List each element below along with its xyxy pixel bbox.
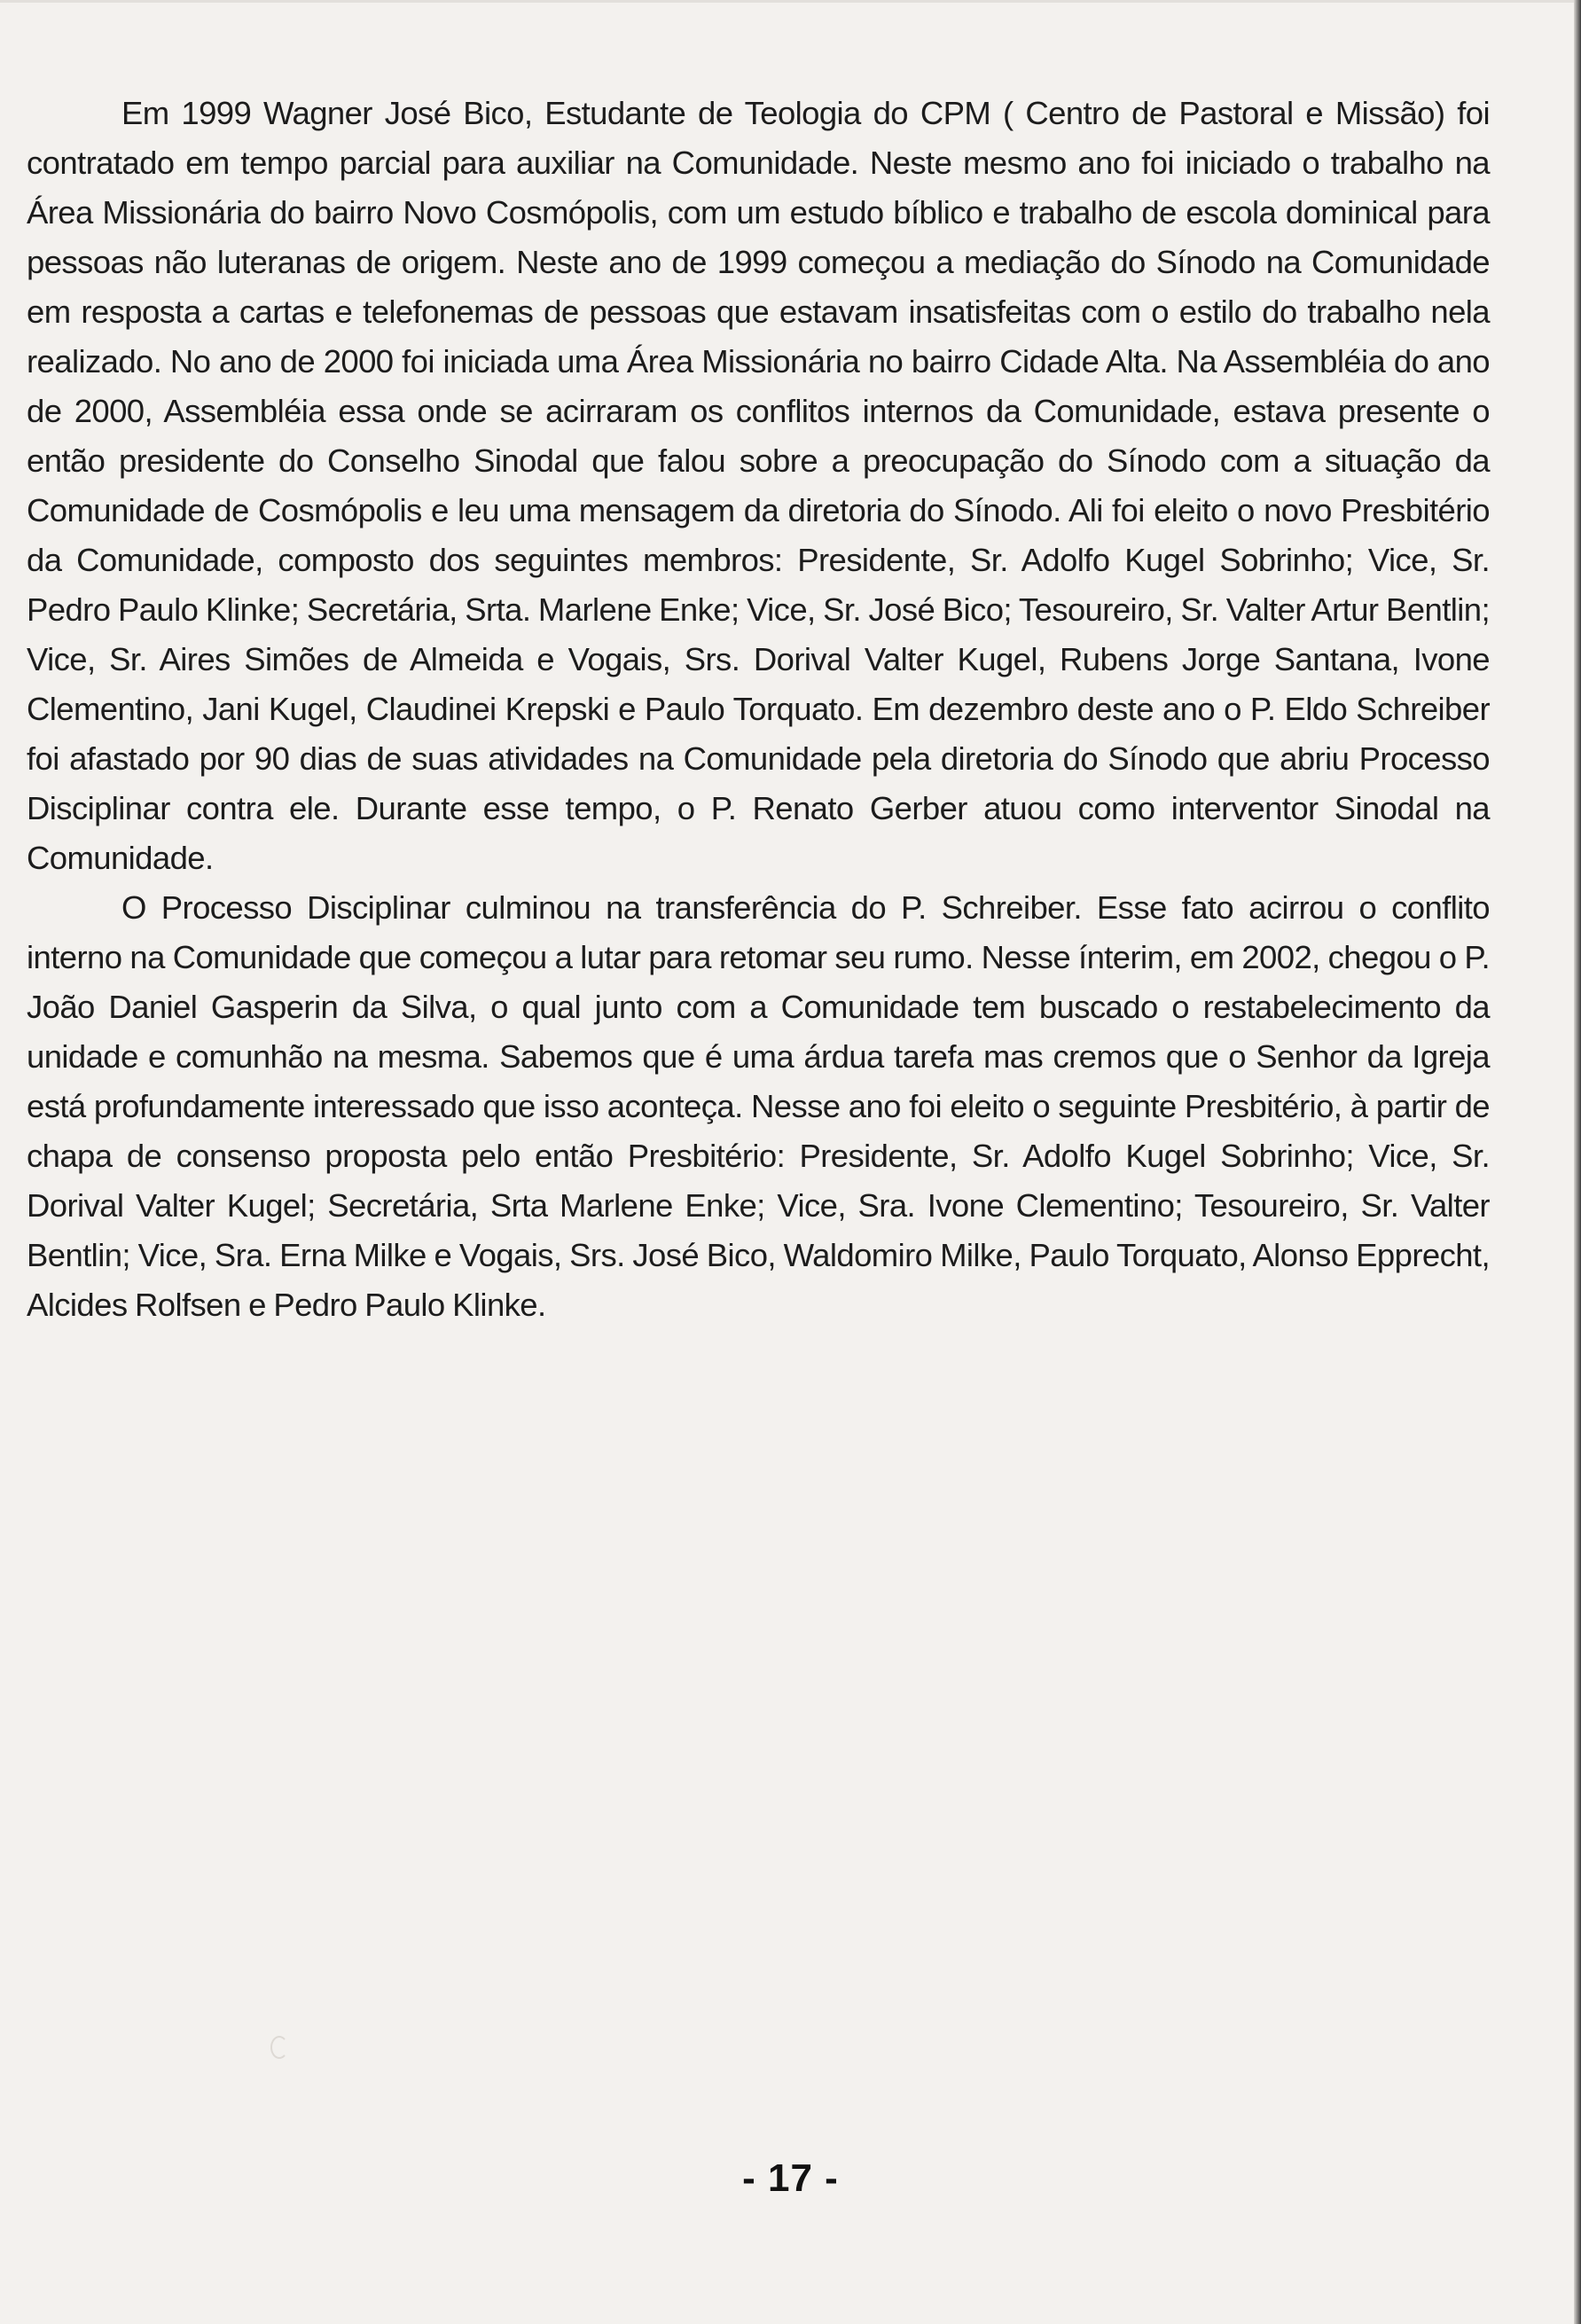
body-text [27,89,1490,1330]
paragraph-2: O Processo Disciplinar culminou na transferência do P. Schreiber. Esse fato acirrou o conflito interno na Comunidade que começou a lutar para retomar seu rumo. Nesse ínterim, em 2002, chegou o P. João Daniel Gasperin da Silva, o qual junto com a Comunidade tem buscado o restabelecimento da unidade e comunhão na mesma. Sabemos que é uma árdua tarefa mas cremos que o Senhor da Igreja está profundamente interessado que isso aconteça. Nesse ano foi eleito o seguinte Presbitério, à partir de chapa de consenso proposta pelo então Presbitério: Presidente, Sr. Adolfo Kugel Sobrinho; Vice, Sr. Dorival Valter Kugel; Secretária, Srta Marlene Enke; Vice, Sra. Ivone Clementino; Tesoureiro, Sr. Valter Bentlin; Vice, Sra. Erna Milke e Vogais, Srs. José Bico, Waldomiro Milke, Paulo Torquato, Alonso Epprecht, Alcides Rolfsen e Pedro Paulo Klinke. [27,889,1490,1323]
paragraph-1: Em 1999 Wagner José Bico, Estudante de Teologia do CPM ( Centro de Pastoral e Missão) foi contratado em tempo parcial para auxiliar na Comunidade. Neste mesmo ano foi iniciado o trabalho na Área Missionária do bairro Novo Cosmópolis, com um estudo bíblico e trabalho de escola dominical para pessoas não luteranas de origem. Neste ano de 1999 começou a mediação do Sínodo na Comunidade em resposta a cartas e telefonemas de pessoas que estavam insatisfeitas com o estilo do trabalho nela realizado. No ano de 2000 foi iniciada uma Área Missionária no bairro Cidade Alta. Na Assembléia do ano de 2000, Assembléia essa onde se acirraram os conflitos internos da Comunidade, estava presente o então presidente do Conselho Sinodal que falou sobre a preocupação do Sínodo com a situação da Comunidade de Cosmópolis e leu uma mensagem da diretoria do Sínodo. Ali foi eleito o novo Presbitério da Comunidade, composto dos seguintes membros: Presidente, Sr. Adolfo Kugel Sobrinho; Vice, Sr. Pedro Paulo Klinke; Secretária, Srta. Marlene Enke; Vice, Sr. José Bico; Tesoureiro, Sr. Valter Artur Bentlin; Vice, Sr. Aires Simões de Almeida e Vogais, Srs. Dorival Valter Kugel, Rubens Jorge Santana, Ivone Clementino, Jani Kugel, Claudinei Krepski e Paulo Torquato. Em dezembro deste ano o P. Eldo Schreiber foi afastado por 90 dias de suas atividades na Comunidade pela diretoria do Sínodo que abriu Processo Disciplinar contra ele. Durante esse tempo, o P. Renato Gerber atuou como interventor Sinodal na Comunidade. [27,95,1490,876]
page-number: - 17 - [742,2156,839,2200]
page-right-edge [1574,0,1581,2324]
page-top-edge [0,0,1581,3]
scan-speck [270,2036,288,2059]
